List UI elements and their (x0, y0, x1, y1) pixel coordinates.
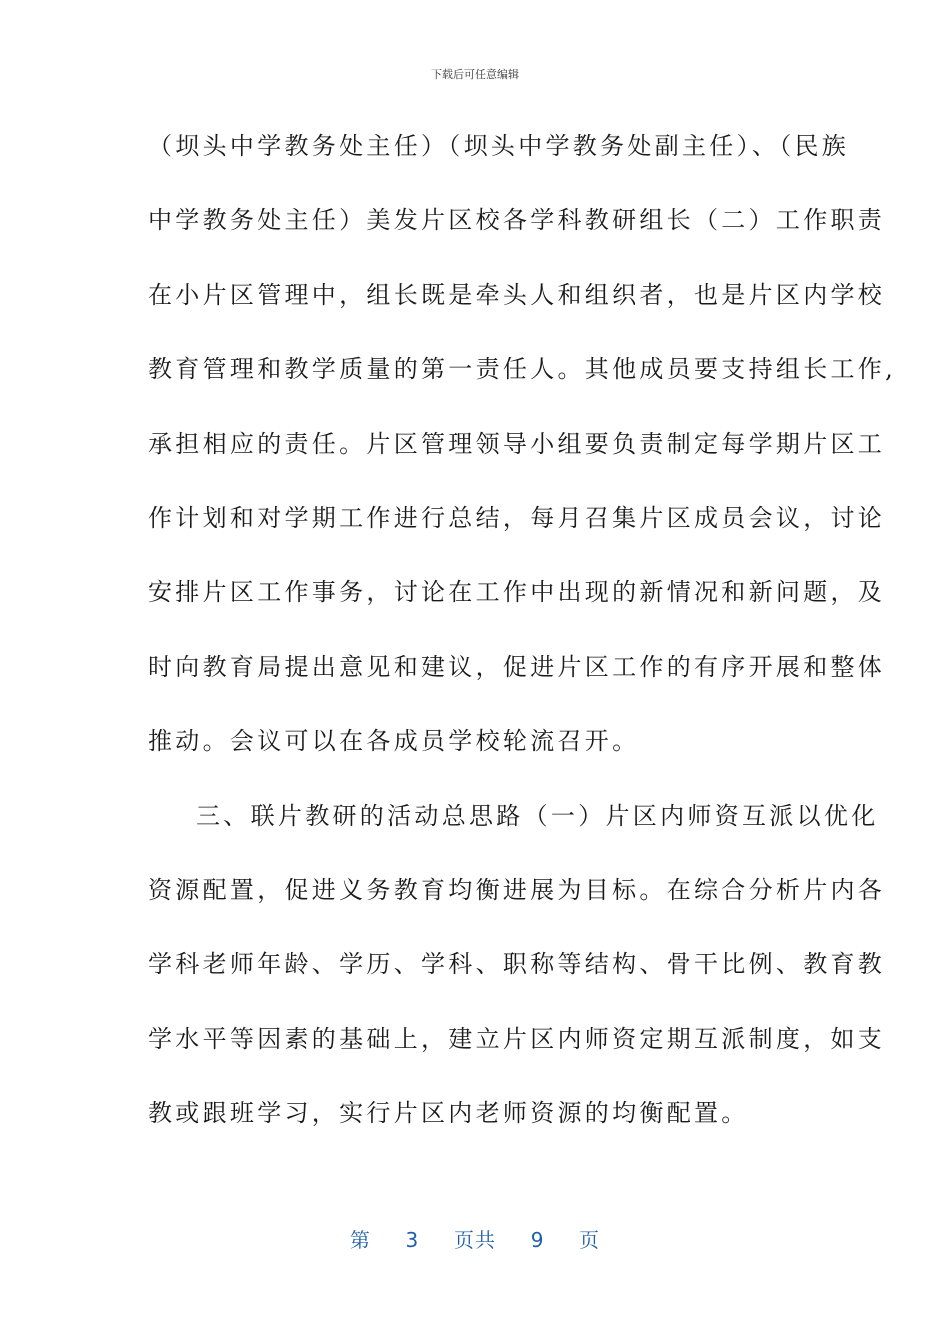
footer-suffix: 页 (579, 1228, 601, 1252)
text-line: 在小片区管理中，组长既是牵头人和组织者，也是片区内学校 (148, 280, 886, 309)
text-line: 时向教育局提出意见和建议，促进片区工作的有序开展和整体 (148, 652, 886, 681)
footer-prefix: 第 (349, 1228, 371, 1252)
text-line: 安排片区工作事务，讨论在工作中出现的新情况和新问题，及 (148, 578, 886, 607)
text-line: 教或跟班学习，实行片区内老师资源的均衡配置。 (148, 1099, 749, 1128)
text-line: 学科老师年龄、学历、学科、职称等结构、骨干比例、教育教 (148, 950, 886, 979)
text-line: 中学教务处主任）美发片区校各学科教研组长（二）工作职责 (148, 206, 886, 235)
text-line: 作计划和对学期工作进行总结，每月召集片区成员会议，讨论 (148, 503, 886, 532)
text-line: 教育管理和教学质量的第一责任人。其他成员要支持组长工作, (148, 355, 897, 384)
text-line: 学水平等因素的基础上，建立片区内师资定期互派制度，如支 (148, 1024, 886, 1053)
footer-total-pages: 9 (530, 1228, 545, 1252)
footer-middle: 页共 (454, 1228, 496, 1252)
text-line: 资源配置，促进义务教育均衡进展为目标。在综合分析片内各 (148, 875, 886, 904)
footer-current-page: 3 (405, 1228, 420, 1252)
paragraph-start-line: 三、联片教研的活动总思路（一）片区内师资互派以优化 (196, 801, 879, 830)
text-line: 承担相应的责任。片区管理领导小组要负责制定每学期片区工 (148, 429, 886, 458)
page-footer (0, 1224, 950, 1253)
document-body (148, 116, 897, 1157)
text-line: （坝头中学教务处主任）（坝头中学教务处副主任）、（民族 (148, 132, 850, 160)
header-note: 下载后可任意编辑 (431, 68, 519, 81)
text-line: 推动。会议可以在各成员学校轮流召开。 (148, 727, 640, 756)
